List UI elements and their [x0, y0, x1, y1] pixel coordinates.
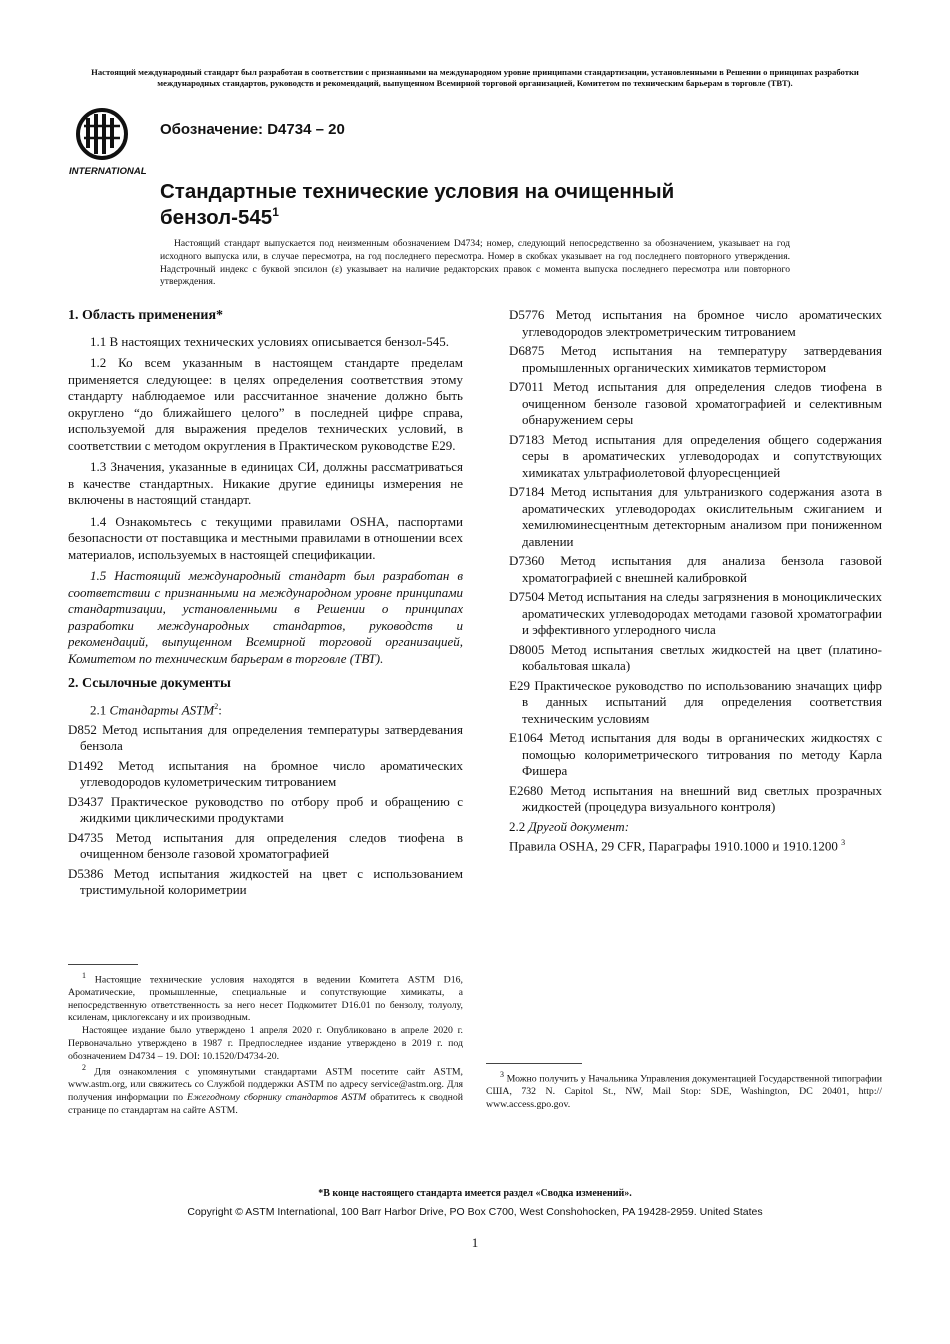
header-notice: Настоящий международный стандарт был разработан в соответствии с признанными на международном уровне принципами стандартизации, установленными в Решении о принципах разработки международных стандартов, руководств и рекомендаций, выпущенном Всемирной торговой организацией, Комитетом по техническим барьерам в торговле (ТВТ).: [91, 67, 859, 89]
footnote-2-mark: 2: [82, 1063, 86, 1073]
reference-d7183: D7183 Метод испытания для определения общего содержания серы в ароматических углеводородах и сопутствующих химикатах ультрафиолетовой флуоресценцией: [509, 431, 882, 480]
subsection-2-2: [509, 819, 882, 836]
right-column: [509, 307, 882, 855]
footnote-1-text: Настоящие технические условия находятся в ведении Комитета ASTM D16, Ароматические, промышленные, специальные и сопутствующие химикаты, а непосредственную ответственность за него несет Подкомитет D16.01 по бензолу, толуолу, ксиленам, циклогексану и их производным.: [68, 974, 463, 1024]
title-text: Стандартные технические условия на очищенный бензол-545: [160, 180, 675, 229]
paragraph-1-4: 1.4 Ознакомьтесь с текущими правилами OSHA, паспортами безопасности от поставщика и местными правилами в отношении всех материалов, используемых в настоящей спецификации.: [68, 513, 463, 562]
intro-paragraph: Настоящий стандарт выпускается под неизменным обозначением D4734; номер, следующий непосредственно за обозначением, указывает на год исходного выпуска или, в случае пересмотра, на год последнего пересмотра. Номер в скобках указывает на год последнего повторного утверждения. Надстрочный индекс с буквой эпсилон (ε) указывает на наличие редакторских правок с момента выпуска последнего пересмотра или повторного утверждения.: [160, 238, 790, 288]
astm-international-logo-icon: [66, 104, 154, 180]
footnote-1: [68, 971, 463, 1025]
logo-text: INTERNATIONAL: [69, 166, 147, 177]
footnote-1-mark: 1: [82, 971, 86, 980]
page-number: 1: [471, 1235, 479, 1250]
reference-e1064: E1064 Метод испытания для воды в органических жидкостях с помощью колориметрического титрования по методу Карла Фишера: [509, 730, 882, 778]
footnote-3-text: Можно получить у Начальника Управления документацией Государственной типографии США, 732 N. Capitol St., NW, Mail Stop: SDE, Washington, DC 20401, http:// www.access.gpo.gov.: [486, 1073, 882, 1110]
paragraph-1-1: 1.1 В настоящих технических условиях описывается бензол-545.: [90, 333, 449, 349]
footnote-2: [68, 1063, 463, 1117]
section2-heading: 2. Ссылочные документы: [68, 676, 231, 692]
footnote-divider-right: [486, 1063, 582, 1064]
footnote-3-mark: 3: [500, 1070, 504, 1079]
reference-d7504: D7504 Метод испытания на следы загрязнения в моноциклических ароматических углеводородах методами газовой хроматографии и эффективного углеродного числа: [509, 589, 882, 637]
paragraph-1-5: 1.5 Настоящий международный стандарт был разработан в соответствии с признанными на международном уровне принципами стандартизации, установленными в Решении о принципах разработки международных стандартов, руководств и рекомендаций, выпущенном Всемирной торговой организацией, Комитетом по техническим барьерам в торговле (ТВТ).: [68, 568, 463, 666]
copyright: Copyright © ASTM International, 100 Barr Harbor Drive, PO Box C700, West Conshohocken, PA 19428-2959. United States: [187, 1206, 763, 1218]
document-title: [160, 179, 780, 231]
paragraph-1-2: 1.2 Ко всем указанным в настоящем стандарте пределам применяется следующее: в целях определения соответствия этому стандарту наблюдаемое или рассчитанное значение должно быть округлено “до ближайшего целого” в последней цифре справа, используемой для выражения пределов технических условий, в соответствии с методом округления в Практическом руководстве E29.: [68, 355, 463, 453]
subsection-2-1-label: Стандарты ASTM: [109, 702, 215, 718]
reference-d8005: D8005 Метод испытания светлых жидкостей на цвет (платино-кобальтовая шкала): [509, 641, 882, 673]
subsection-2-1-colon: :: [218, 702, 222, 718]
footnote-1-edition: Настоящее издание было утверждено 1 апреля 2020 г. Опубликовано в апреле 2020 г. Первоначально утверждено в 1987 г. Предпоследнее издание утверждено в 2019 г. под обозначением D4734 – 19. DOI: 10.1520/D4734-20.: [68, 1025, 463, 1062]
subsection-2-2-label: Другой документ:: [528, 818, 630, 834]
summary-of-changes-note: *В конце настоящего стандарта имеется раздел «Сводка изменений».: [318, 1188, 632, 1199]
reference-d1492: D1492 Метод испытания на бромное число ароматических углеводородов кулометрическим титрованием: [68, 757, 463, 790]
footnotes-left: [68, 964, 463, 1118]
reference-d6875: D6875 Метод испытания на температуру затвердевания промышленных органических химикатов термистором: [509, 343, 882, 375]
subsection-2-1-number: 2.1: [90, 702, 107, 718]
astm-logo: [66, 104, 154, 180]
reference-d5386: D5386 Метод испытания жидкостей на цвет с использованием тристимульной колориметрии: [68, 865, 463, 898]
left-column: [68, 307, 463, 902]
reference-d3437: D3437 Практическое руководство по отбору проб и обращению с жидкими циклическими продуктами: [68, 793, 463, 826]
footnote-3: [486, 1070, 882, 1111]
footnote-mark-2: 2: [214, 702, 219, 712]
paragraph-1-3: 1.3 Значения, указанные в единицах СИ, должны рассматриваться в качестве стандартных. Никакие другие единицы измерения не включены в настоящий стандарт.: [68, 459, 463, 508]
osha-text: Правила OSHA, 29 CFR, Параграфы 1910.1000 и 1910.1200: [509, 838, 838, 854]
title-footnote-mark: 1: [272, 205, 279, 219]
footnote-mark-3: 3: [841, 838, 846, 847]
reference-e29: E29 Практическое руководство по использованию значащих цифр в данных испытаний для определения соответствия техническим условиям: [509, 677, 882, 726]
reference-e2680: E2680 Метод испытания на внешний вид светлых прозрачных жидкостей (процедура визуального контроля): [509, 782, 882, 814]
section1-heading: 1. Область применения*: [68, 308, 224, 323]
footnote-2-italic: Ежегодному сборнику стандартов ASTM: [187, 1092, 367, 1104]
reference-d7184: D7184 Метод испытания для ультранизкого содержания азота в ароматических углеводородах окислительным сжиганием и хемилюминесцентным детекторным анализом при пониженном давлении: [509, 484, 882, 549]
reference-d852: D852 Метод испытания для определения температуры затвердевания бензола: [68, 721, 463, 754]
footnote-2-text-a: Для ознакомления с упомянутыми стандартами ASTM посетите сайт ASTM, www.astm.org, или свяжитесь со Службой поддержки ASTM по адресу service@astm.org. Для получения информации по: [68, 1066, 463, 1104]
reference-d4735: D4735 Метод испытания для определения следов тиофена в очищенном бензоле газовой хроматографией: [68, 829, 463, 862]
reference-d7011: D7011 Метод испытания для определения следов тиофена в очищенном бензоле газовой хроматографией и селективным обнаружением серы: [509, 379, 882, 427]
designation: Обозначение: D4734 – 20: [160, 121, 345, 138]
reference-d7360: D7360 Метод испытания для анализа бензола газовой хроматографией с внешней калибровкой: [509, 553, 882, 585]
osha-reference: [509, 838, 882, 855]
reference-d5776: D5776 Метод испытания на бромное число ароматических углеводородов электрометрическим титрованием: [509, 307, 882, 339]
subsection-2-1: [68, 702, 463, 719]
footnotes-right: [486, 1063, 882, 1111]
subsection-2-2-number: 2.2: [509, 818, 526, 834]
footnote-2-text-b: обратитесь к сводной странице по стандартам на сайте ASTM.: [68, 1092, 464, 1116]
footnote-divider: [68, 964, 138, 965]
